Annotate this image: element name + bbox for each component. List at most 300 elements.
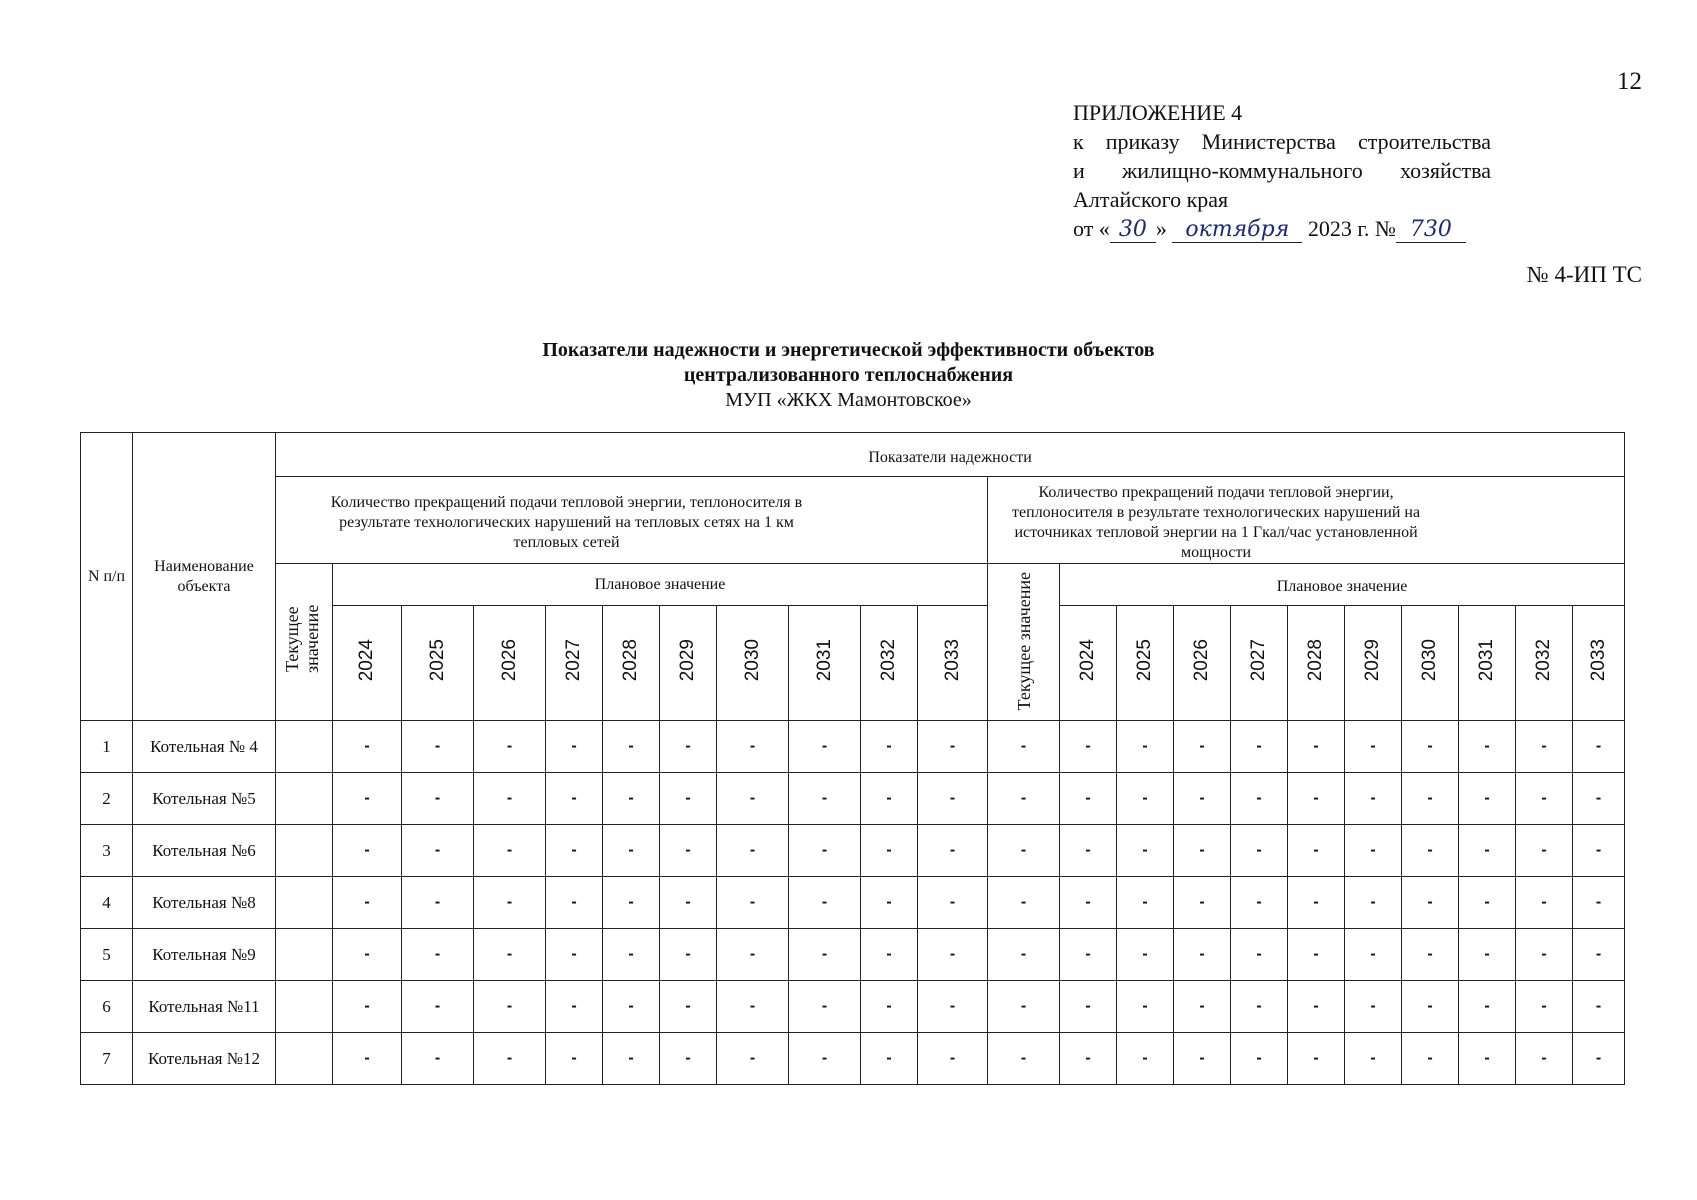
- value-cell: [1174, 825, 1231, 877]
- value-cell: [474, 825, 546, 877]
- value-cell: [1231, 877, 1288, 929]
- empty-mark: -: [434, 789, 441, 807]
- value-cell: [861, 929, 918, 981]
- empty-mark: -: [685, 1049, 691, 1067]
- value-cell: [918, 773, 988, 825]
- appendix-title: ПРИЛОЖЕНИЕ 4: [1073, 100, 1243, 125]
- value-cell: [333, 721, 402, 773]
- value-cell: [1459, 981, 1516, 1033]
- value-cell: [1516, 825, 1573, 877]
- value-cell: [474, 877, 546, 929]
- empty-mark: -: [434, 841, 441, 859]
- value-cell: [1459, 877, 1516, 929]
- empty-mark: -: [821, 841, 828, 859]
- value-cell: [1573, 877, 1625, 929]
- year-header-1-2032: 2032: [861, 606, 918, 721]
- page-number: 12: [1617, 68, 1642, 95]
- value-cell: [1117, 877, 1174, 929]
- value-cell: [1060, 981, 1117, 1033]
- value-cell: [1573, 1033, 1625, 1085]
- empty-mark: -: [434, 997, 441, 1015]
- empty-mark: -: [749, 997, 756, 1015]
- empty-mark: -: [1256, 893, 1262, 911]
- empty-mark: -: [1541, 997, 1547, 1015]
- empty-mark: -: [1541, 841, 1547, 859]
- value-cell: [1060, 825, 1117, 877]
- value-cell: [1117, 825, 1174, 877]
- value-cell: [660, 773, 717, 825]
- value-cell: [1516, 981, 1573, 1033]
- empty-mark: -: [1020, 945, 1027, 963]
- value-cell: [660, 929, 717, 981]
- empty-mark: -: [1313, 737, 1319, 755]
- empty-mark: -: [821, 1049, 828, 1067]
- value-cell: [660, 1033, 717, 1085]
- empty-mark: -: [1199, 997, 1205, 1015]
- value-cell: [1345, 773, 1402, 825]
- empty-mark: -: [1199, 893, 1205, 911]
- value-cell: [546, 721, 603, 773]
- empty-mark: -: [1020, 841, 1027, 859]
- year-header-2-2033: 2033: [1573, 606, 1625, 721]
- empty-mark: -: [886, 1049, 892, 1067]
- empty-mark: -: [1370, 789, 1376, 807]
- value-cell: [1402, 825, 1459, 877]
- row-object-name: Котельная №11: [133, 981, 276, 1033]
- empty-mark: -: [1427, 997, 1433, 1015]
- value-cell: [717, 825, 789, 877]
- row-number: 6: [81, 981, 133, 1033]
- year-header-1-2027: 2027: [546, 606, 603, 721]
- empty-mark: -: [364, 737, 370, 755]
- value-cell: [1516, 929, 1573, 981]
- empty-mark: -: [1484, 841, 1490, 859]
- empty-mark: -: [1595, 1049, 1602, 1067]
- empty-mark: -: [1595, 997, 1602, 1015]
- row-object-name: Котельная №12: [133, 1033, 276, 1085]
- col-header-number: N п/п: [81, 433, 133, 721]
- empty-mark: -: [628, 1049, 634, 1067]
- empty-mark: -: [821, 997, 828, 1015]
- value-cell: [789, 929, 861, 981]
- planned-header-2: Плановое значение: [1060, 564, 1625, 606]
- value-cell: [789, 721, 861, 773]
- value-cell: [402, 981, 474, 1033]
- value-cell: [603, 721, 660, 773]
- current-value-cell-1: [276, 981, 333, 1033]
- value-cell: [717, 721, 789, 773]
- value-cell: [988, 773, 1060, 825]
- empty-mark: -: [949, 789, 956, 807]
- row-number: 5: [81, 929, 133, 981]
- date-prefix: от «: [1073, 216, 1110, 241]
- value-cell: [1345, 981, 1402, 1033]
- value-cell: [988, 981, 1060, 1033]
- value-cell: [789, 825, 861, 877]
- empty-mark: -: [364, 945, 370, 963]
- empty-mark: -: [886, 841, 892, 859]
- value-cell: [1345, 825, 1402, 877]
- empty-mark: -: [1020, 737, 1027, 755]
- empty-mark: -: [1313, 789, 1319, 807]
- empty-mark: -: [506, 893, 513, 911]
- value-cell: [918, 1033, 988, 1085]
- table-row: [81, 1033, 1625, 1085]
- value-cell: [789, 877, 861, 929]
- handwritten-month: октября: [1172, 218, 1302, 243]
- row-object-name: Котельная №9: [133, 929, 276, 981]
- empty-mark: -: [1085, 789, 1091, 807]
- value-cell: [1231, 981, 1288, 1033]
- value-cell: [333, 1033, 402, 1085]
- empty-mark: -: [749, 893, 756, 911]
- year-header-2-2028: 2028: [1288, 606, 1345, 721]
- row-number: 7: [81, 1033, 133, 1085]
- empty-mark: -: [1020, 789, 1027, 807]
- year-header-1-2026: 2026: [474, 606, 546, 721]
- value-cell: [402, 773, 474, 825]
- empty-mark: -: [1256, 737, 1262, 755]
- empty-mark: -: [364, 997, 370, 1015]
- empty-mark: -: [1142, 1049, 1148, 1067]
- empty-mark: -: [571, 893, 577, 911]
- empty-mark: -: [821, 945, 828, 963]
- empty-mark: -: [1199, 737, 1205, 755]
- indicators-table: [80, 432, 1625, 1085]
- value-cell: [1117, 929, 1174, 981]
- current-value-header-1: Текущее значение: [276, 564, 333, 721]
- value-cell: [1060, 721, 1117, 773]
- empty-mark: -: [1256, 1049, 1262, 1067]
- empty-mark: -: [1541, 1049, 1547, 1067]
- value-cell: [988, 929, 1060, 981]
- value-cell: [1231, 1033, 1288, 1085]
- empty-mark: -: [571, 945, 577, 963]
- empty-mark: -: [1313, 841, 1319, 859]
- value-cell: [861, 825, 918, 877]
- value-cell: [1288, 825, 1345, 877]
- empty-mark: -: [434, 737, 441, 755]
- current-value-cell-1: [276, 1033, 333, 1085]
- value-cell: [603, 1033, 660, 1085]
- year-header-1-2028: 2028: [603, 606, 660, 721]
- value-cell: [717, 877, 789, 929]
- value-cell: [861, 1033, 918, 1085]
- empty-mark: -: [1313, 893, 1319, 911]
- empty-mark: -: [949, 945, 956, 963]
- current-value-header-2: Текущее значение: [988, 564, 1060, 721]
- empty-mark: -: [364, 841, 370, 859]
- value-cell: [603, 877, 660, 929]
- value-cell: [546, 773, 603, 825]
- empty-mark: -: [1484, 789, 1490, 807]
- value-cell: [333, 981, 402, 1033]
- empty-mark: -: [1484, 945, 1490, 963]
- empty-mark: -: [886, 893, 892, 911]
- value-cell: [603, 981, 660, 1033]
- value-cell: [1573, 929, 1625, 981]
- year-header-2-2024: 2024: [1060, 606, 1117, 721]
- year-header-2-2025: 2025: [1117, 606, 1174, 721]
- value-cell: [1117, 721, 1174, 773]
- heading-line-2: централизованного теплоснабжения: [683, 364, 1014, 386]
- empty-mark: -: [1595, 945, 1602, 963]
- value-cell: [333, 773, 402, 825]
- value-cell: [1345, 877, 1402, 929]
- value-cell: [1459, 929, 1516, 981]
- empty-mark: -: [434, 1049, 441, 1067]
- year-header-1-2033: 2033: [918, 606, 988, 721]
- value-cell: [1402, 929, 1459, 981]
- value-cell: [1060, 1033, 1117, 1085]
- empty-mark: -: [1142, 841, 1148, 859]
- current-value-cell-1: [276, 721, 333, 773]
- value-cell: [402, 877, 474, 929]
- value-cell: [660, 825, 717, 877]
- row-object-name: Котельная №6: [133, 825, 276, 877]
- empty-mark: -: [1313, 1049, 1319, 1067]
- empty-mark: -: [364, 893, 370, 911]
- row-object-name: Котельная №5: [133, 773, 276, 825]
- table-row: [81, 721, 1625, 773]
- group2-header: Количество прекращений подачи тепловой энергии, теплоносителя в результате технологических нарушений на источниках тепловой энергии на 1 Гкал/час установленной мощности: [988, 477, 1625, 564]
- value-cell: [1345, 1033, 1402, 1085]
- empty-mark: -: [1541, 893, 1547, 911]
- value-cell: [1402, 981, 1459, 1033]
- year-header-1-2030: 2030: [717, 606, 789, 721]
- value-cell: [474, 773, 546, 825]
- year-header-2-2027: 2027: [1231, 606, 1288, 721]
- empty-mark: -: [1484, 737, 1490, 755]
- empty-mark: -: [949, 893, 956, 911]
- year-header-2-2031: 2031: [1459, 606, 1516, 721]
- empty-mark: -: [628, 945, 634, 963]
- current-value-cell-1: [276, 825, 333, 877]
- empty-mark: -: [1085, 893, 1091, 911]
- value-cell: [1573, 773, 1625, 825]
- empty-mark: -: [886, 945, 892, 963]
- value-cell: [1060, 929, 1117, 981]
- value-cell: [1459, 825, 1516, 877]
- value-cell: [717, 1033, 789, 1085]
- empty-mark: -: [1142, 945, 1148, 963]
- empty-mark: -: [749, 737, 756, 755]
- value-cell: [474, 721, 546, 773]
- col-header-name: Наименование объекта: [133, 433, 276, 721]
- row-object-name: Котельная №8: [133, 877, 276, 929]
- value-cell: [333, 929, 402, 981]
- empty-mark: -: [1199, 789, 1205, 807]
- value-cell: [1516, 877, 1573, 929]
- empty-mark: -: [1484, 893, 1490, 911]
- table-row: [81, 877, 1625, 929]
- empty-mark: -: [506, 737, 513, 755]
- value-cell: [918, 825, 988, 877]
- empty-mark: -: [1085, 1049, 1091, 1067]
- value-cell: [717, 981, 789, 1033]
- value-cell: [1288, 981, 1345, 1033]
- empty-mark: -: [1370, 737, 1376, 755]
- current-value-cell-1: [276, 773, 333, 825]
- value-cell: [1060, 773, 1117, 825]
- empty-mark: -: [949, 1049, 956, 1067]
- empty-mark: -: [1541, 789, 1547, 807]
- empty-mark: -: [1427, 893, 1433, 911]
- value-cell: [474, 1033, 546, 1085]
- empty-mark: -: [1595, 841, 1602, 859]
- empty-mark: -: [364, 789, 370, 807]
- empty-mark: -: [685, 737, 691, 755]
- value-cell: [333, 825, 402, 877]
- empty-mark: -: [685, 945, 691, 963]
- empty-mark: -: [628, 789, 634, 807]
- empty-mark: -: [749, 1049, 756, 1067]
- value-cell: [603, 929, 660, 981]
- year-header-1-2025: 2025: [402, 606, 474, 721]
- empty-mark: -: [1427, 1049, 1433, 1067]
- empty-mark: -: [628, 893, 634, 911]
- empty-mark: -: [1142, 737, 1148, 755]
- value-cell: [1402, 721, 1459, 773]
- value-cell: [1231, 929, 1288, 981]
- value-cell: [1459, 1033, 1516, 1085]
- empty-mark: -: [1085, 945, 1091, 963]
- empty-mark: -: [1256, 997, 1262, 1015]
- empty-mark: -: [1484, 997, 1490, 1015]
- value-cell: [1231, 773, 1288, 825]
- value-cell: [402, 929, 474, 981]
- empty-mark: -: [1427, 841, 1433, 859]
- empty-mark: -: [1370, 893, 1376, 911]
- empty-mark: -: [506, 945, 513, 963]
- value-cell: [546, 929, 603, 981]
- value-cell: [1402, 1033, 1459, 1085]
- handwritten-day: 30: [1110, 218, 1156, 243]
- empty-mark: -: [571, 789, 577, 807]
- value-cell: [861, 773, 918, 825]
- heading-line-3: МУП «ЖКХ Мамонтовское»: [725, 389, 972, 411]
- value-cell: [1288, 773, 1345, 825]
- empty-mark: -: [1199, 841, 1205, 859]
- value-cell: [1288, 929, 1345, 981]
- value-cell: [1117, 1033, 1174, 1085]
- value-cell: [1174, 721, 1231, 773]
- value-cell: [1288, 721, 1345, 773]
- empty-mark: -: [506, 841, 513, 859]
- table-row: [81, 773, 1625, 825]
- empty-mark: -: [1541, 737, 1547, 755]
- empty-mark: -: [886, 997, 892, 1015]
- value-cell: [660, 877, 717, 929]
- group-header-reliability: Показатели надежности: [276, 433, 1625, 477]
- value-cell: [861, 877, 918, 929]
- value-cell: [546, 981, 603, 1033]
- table-row: [81, 929, 1625, 981]
- empty-mark: -: [1427, 789, 1433, 807]
- value-cell: [861, 981, 918, 1033]
- date-year: 2023 г. №: [1307, 216, 1396, 241]
- empty-mark: -: [571, 997, 577, 1015]
- row-number: 4: [81, 877, 133, 929]
- value-cell: [1345, 721, 1402, 773]
- value-cell: [717, 773, 789, 825]
- empty-mark: -: [886, 789, 892, 807]
- empty-mark: -: [1595, 737, 1602, 755]
- value-cell: [402, 825, 474, 877]
- value-cell: [918, 981, 988, 1033]
- year-header-1-2024: 2024: [333, 606, 402, 721]
- value-cell: [988, 1033, 1060, 1085]
- value-cell: [474, 929, 546, 981]
- empty-mark: -: [1541, 945, 1547, 963]
- row-number: 3: [81, 825, 133, 877]
- value-cell: [861, 721, 918, 773]
- value-cell: [1345, 929, 1402, 981]
- empty-mark: -: [1313, 945, 1319, 963]
- value-cell: [1231, 721, 1288, 773]
- value-cell: [789, 1033, 861, 1085]
- value-cell: [988, 825, 1060, 877]
- empty-mark: -: [1020, 997, 1027, 1015]
- value-cell: [546, 1033, 603, 1085]
- value-cell: [1573, 721, 1625, 773]
- value-cell: [988, 721, 1060, 773]
- empty-mark: -: [628, 737, 634, 755]
- value-cell: [1117, 773, 1174, 825]
- value-cell: [1402, 773, 1459, 825]
- empty-mark: -: [1484, 1049, 1490, 1067]
- value-cell: [546, 877, 603, 929]
- value-cell: [918, 877, 988, 929]
- appendix-line-3: Алтайского края: [1073, 187, 1229, 212]
- value-cell: [1174, 929, 1231, 981]
- empty-mark: -: [949, 841, 956, 859]
- year-header-2-2029: 2029: [1345, 606, 1402, 721]
- empty-mark: -: [364, 1049, 370, 1067]
- value-cell: [546, 825, 603, 877]
- current-value-cell-1: [276, 877, 333, 929]
- empty-mark: -: [1020, 1049, 1027, 1067]
- planned-header-1: Плановое значение: [333, 564, 988, 606]
- value-cell: [474, 981, 546, 1033]
- empty-mark: -: [1427, 737, 1433, 755]
- value-cell: [603, 773, 660, 825]
- empty-mark: -: [1370, 841, 1376, 859]
- empty-mark: -: [1142, 997, 1148, 1015]
- value-cell: [660, 981, 717, 1033]
- empty-mark: -: [1199, 945, 1205, 963]
- empty-mark: -: [1085, 737, 1091, 755]
- empty-mark: -: [749, 789, 756, 807]
- empty-mark: -: [1142, 893, 1148, 911]
- empty-mark: -: [571, 737, 577, 755]
- empty-mark: -: [1199, 1049, 1205, 1067]
- year-header-2-2032: 2032: [1516, 606, 1573, 721]
- appendix-block: [1073, 98, 1491, 243]
- value-cell: [1459, 773, 1516, 825]
- empty-mark: -: [506, 997, 513, 1015]
- year-header-2-2026: 2026: [1174, 606, 1231, 721]
- empty-mark: -: [1370, 1049, 1376, 1067]
- empty-mark: -: [506, 1049, 513, 1067]
- value-cell: [603, 825, 660, 877]
- value-cell: [402, 1033, 474, 1085]
- empty-mark: -: [506, 789, 513, 807]
- order-date-row: [1073, 214, 1491, 243]
- document-heading: [0, 338, 1697, 413]
- empty-mark: -: [1370, 997, 1376, 1015]
- empty-mark: -: [685, 841, 691, 859]
